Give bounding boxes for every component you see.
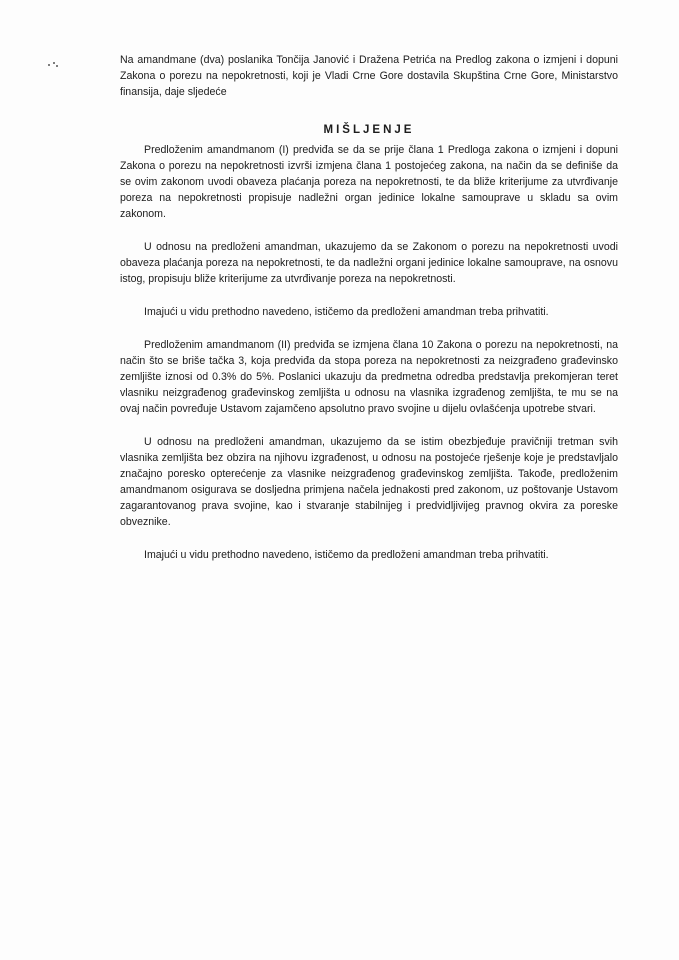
scan-artifact-mark [48, 62, 58, 68]
paragraph-conclusion-1: Imajući u vidu prethodno navedeno, ističemo da predloženi amandman treba prihvatiti. [144, 306, 549, 318]
intro-paragraph: Na amandmane (dva) poslanika Tončija Janović i Dražena Petrića na Predlog zakona o izmjeni i dopuni Zakona o porezu na nepokretnosti, koji je Vladi Crne Gore dostavila Skupština Crne Gore, Ministarstvo finansija, daje sljedeće [120, 54, 618, 98]
document-title: MIŠLJENJE [323, 124, 415, 136]
paragraph-conclusion-2: Imajući u vidu prethodno navedeno, ističemo da predloženi amandman treba prihvatiti. [144, 549, 549, 561]
document-body [120, 52, 618, 563]
paragraph-amendment-1: Predloženim amandmanom (I) predviđa se da se prije člana 1 Predloga zakona o izmjeni i dopuni Zakona o porezu na nepokretnosti izvrši izmjena člana 1 postojećeg zakona, na način da se definiše da se ovim zakonom uvodi obaveza plaćanja poreza na nepokretnosti, te da bliže kriterijume za utvrđivanje poreza na nepokretnosti propisuje nadležni organ jedinice lokalne samouprave u skladu sa ovim zakonom. [120, 144, 618, 220]
paragraph-amendment-2: Predloženim amandmanom (II) predviđa se izmjena člana 10 Zakona o porezu na nepokretnosti, na način što se briše tačka 3, koja predviđa da stopa poreza na nepokretnosti za neizgrađeno građevinsko zemljište iznosi od 0.3% do 5%. Poslanici ukazuju da predmetna odredba predstavlja prekomjeran teret vlasniku neizgrađenog građevinskog zemljišta u odnosu na vlasnika izgrađenog zemljišta, te mu se na ovaj način povređuje Ustavom zajamčeno apsolutno pravo svojine u dijelu ovlašćenja upotrebe stvari. [120, 339, 618, 415]
paragraph-response-1: U odnosu na predloženi amandman, ukazujemo da se Zakonom o porezu na nepokretnosti uvodi obaveza plaćanja poreza na nepokretnosti, te da nadležni organi jedinice lokalne samouprave, na osnovu istog, propisuju bliže kriterijume za utvrđivanje poreza na nepokretnosti. [120, 241, 618, 285]
paragraph-response-2: U odnosu na predloženi amandman, ukazujemo da se istim obezbjeđuje pravičniji tretman svih vlasnika zemljišta bez obzira na njihovu izgrađenost, u odnosu na postojeće rješenje koje je predstavljalo značajno poresko opterećenje za vlasnike neizgrađenog građevinskog zemljišta. Takođe, predloženim amandmanom osigurava se dosljedna primjena načela jednakosti pred zakonom, uz poštovanje Ustavom zagarantovanog prava svojine, kao i stvaranje stabilnijeg i predvidljivijeg pravnog okvira za poreske obveznike. [120, 436, 618, 528]
